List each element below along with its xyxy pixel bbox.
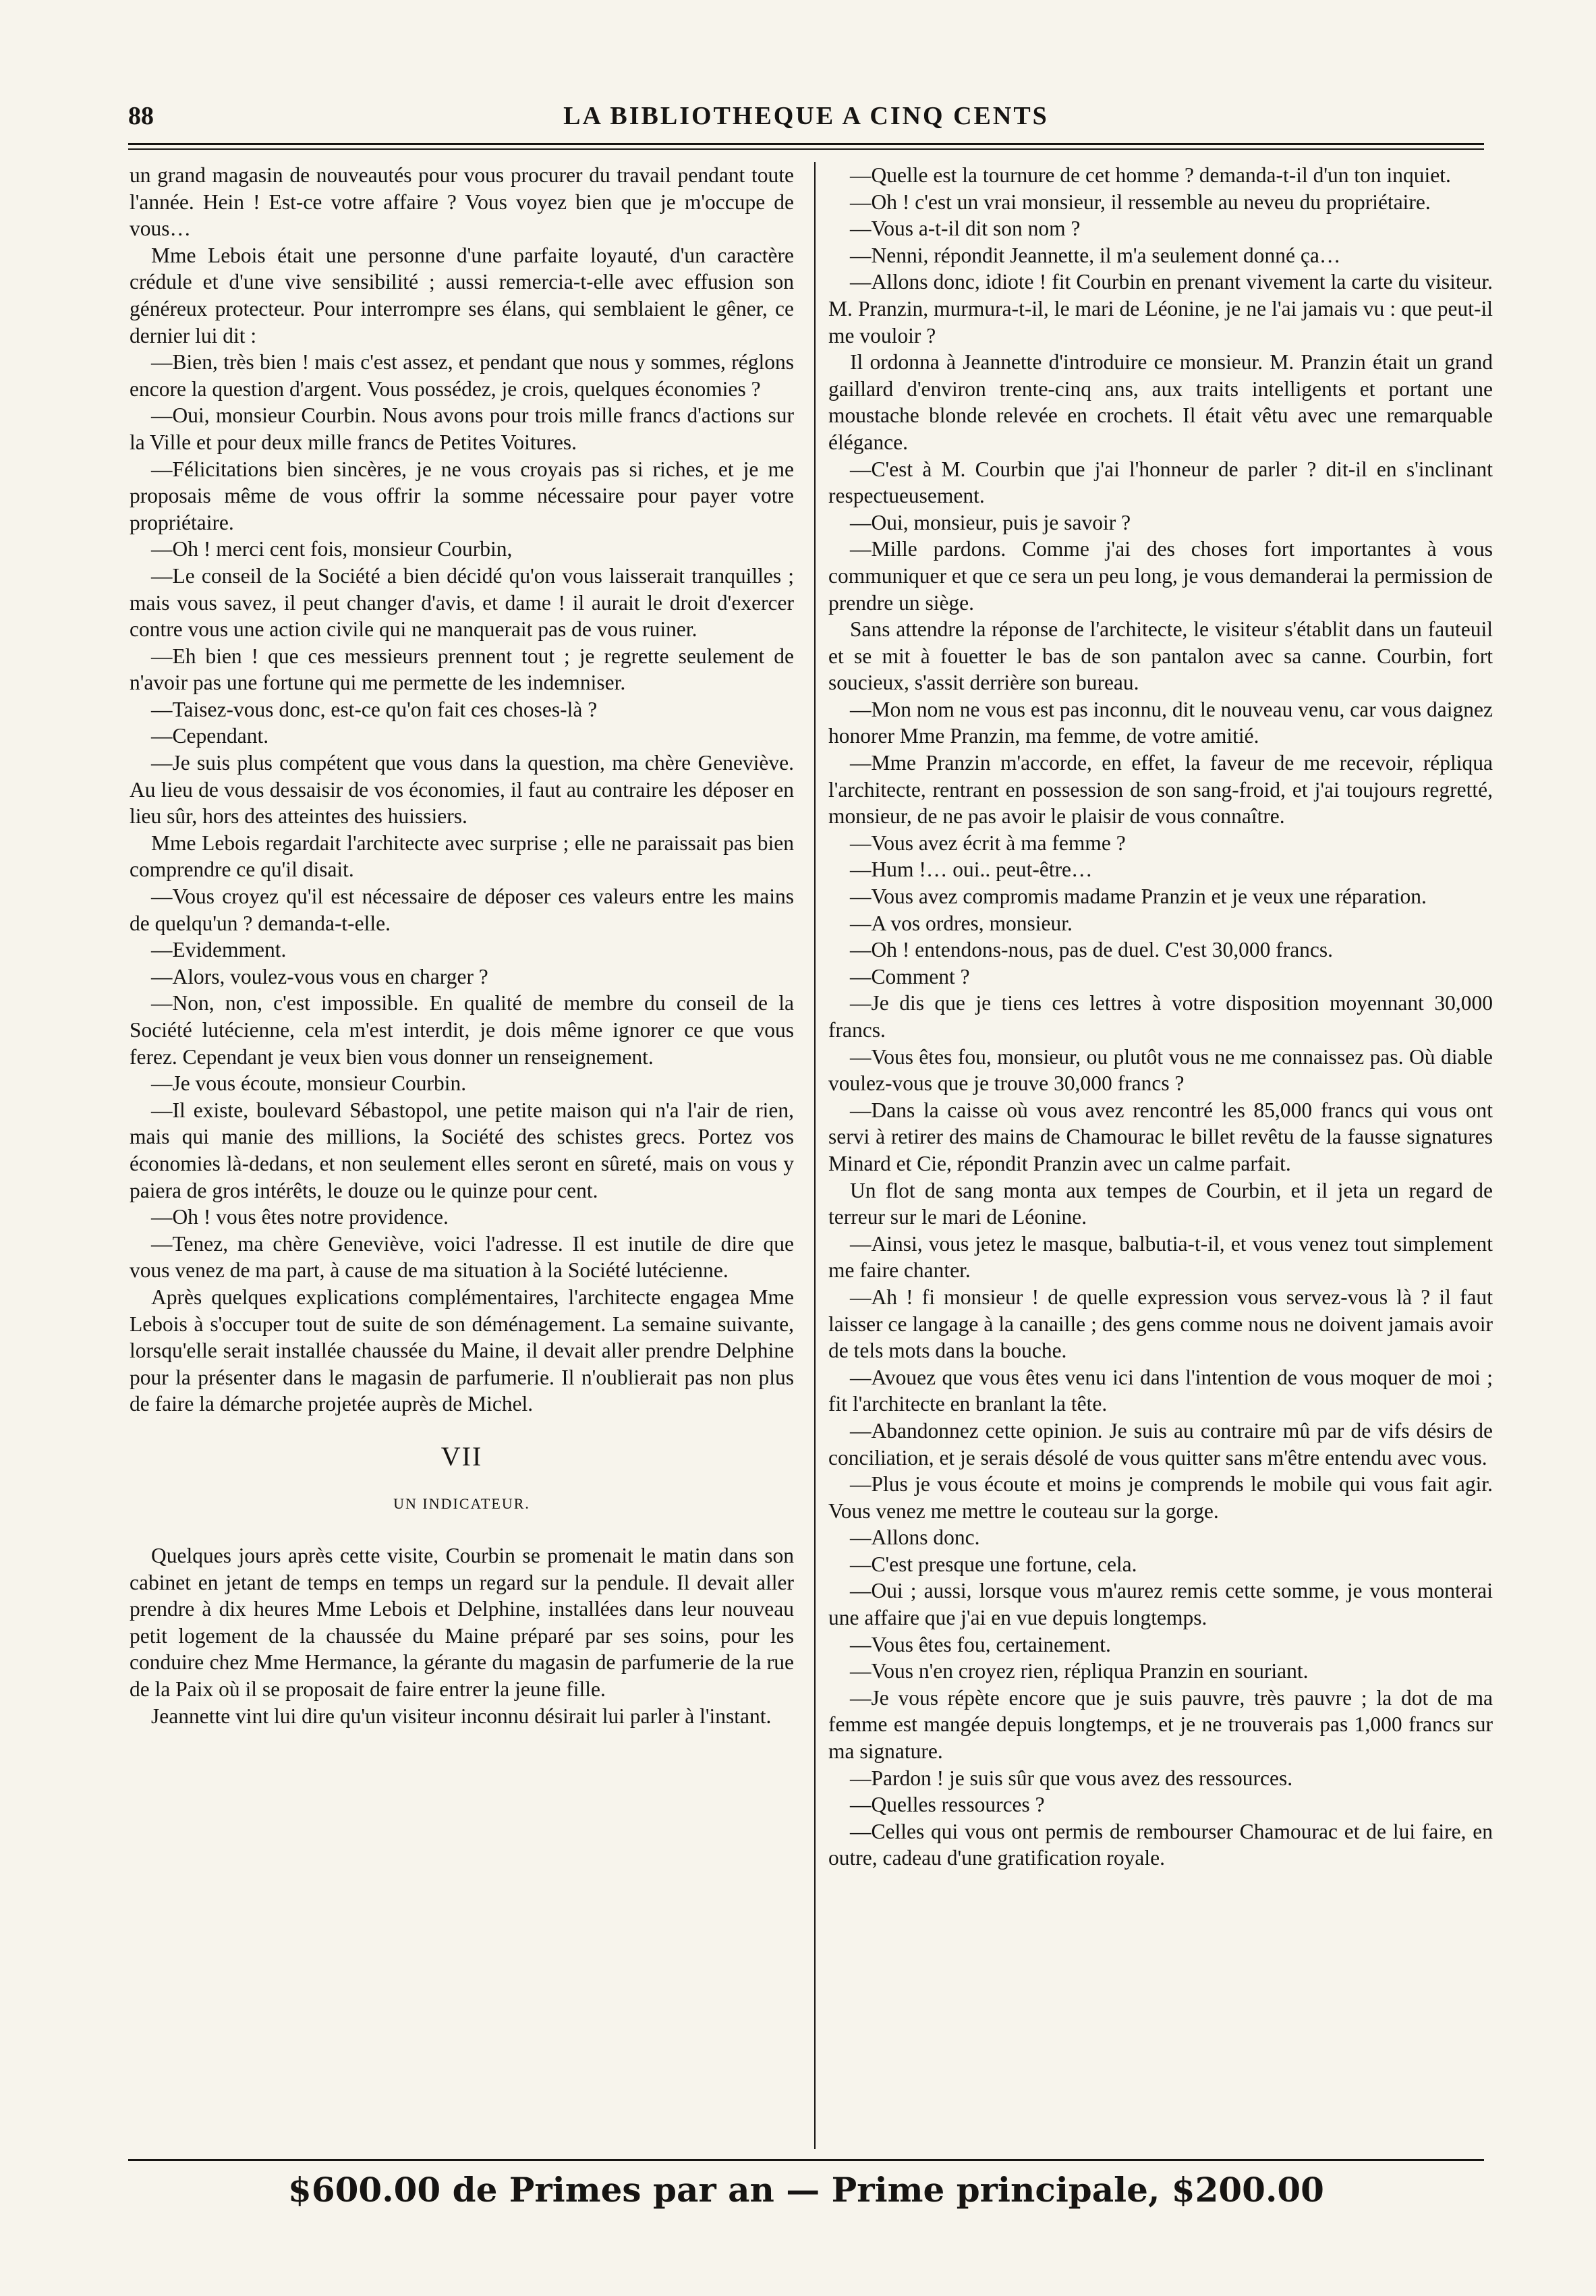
column-divider bbox=[814, 162, 816, 2149]
footer-rule bbox=[128, 2159, 1484, 2161]
paragraph: —Dans la caisse où vous avez rencontré les 85,000 francs qui vous ont servi à retirer des mains de Chamourac le billet revêtu de la fausse signatures Minard et Cie, répondit Pranzin avec un calme parfait. bbox=[828, 1098, 1493, 1175]
running-title: LA BIBLIOTHEQUE A CINQ CENTS bbox=[563, 102, 1049, 130]
footer-banner: $600.00 de Primes par an — Prime principale, $200.00 bbox=[288, 2170, 1324, 2210]
left-column-text-before-chapter bbox=[130, 162, 794, 1418]
paragraph: —Nenni, répondit Jeannette, il m'a seulement donné ça… bbox=[850, 243, 1341, 267]
paragraph: —Avouez que vous êtes venu ici dans l'intention de vous moquer de moi ; fit l'architecte en branlant la tête. bbox=[828, 1365, 1493, 1416]
paragraph: —Vous avez écrit à ma femme ? bbox=[850, 831, 1126, 855]
paragraph: Sans attendre la réponse de l'architecte, le visiteur s'établit dans un fauteuil et se mit à fouetter le bas de son pantalon avec sa canne. Courbin, fort soucieux, s'assit derrière son bureau. bbox=[828, 617, 1493, 695]
paragraph: —Taisez-vous donc, est-ce qu'on fait ces choses-là ? bbox=[151, 697, 598, 721]
chapter-number: VII bbox=[440, 1440, 483, 1472]
paragraph: —Je suis plus compétent que vous dans la question, ma chère Geneviève. Au lieu de vous dessaisir de vos économies, il faut au contraire les déposer en lieu sûr, hors des atteintes des huissiers. bbox=[130, 751, 794, 829]
paragraph: —Oui, monsieur, puis je savoir ? bbox=[850, 510, 1131, 534]
paragraph: —Je dis que je tiens ces lettres à votre disposition moyennant 30,000 francs. bbox=[828, 991, 1493, 1042]
paragraph: —Non, non, c'est impossible. En qualité de membre du conseil de la Société lutécienne, cela m'est interdit, je dois même ignorer ce que vous ferez. Cependant je veux bien vous donner un renseignement. bbox=[130, 991, 794, 1069]
paragraph: —Je vous écoute, monsieur Courbin. bbox=[151, 1071, 467, 1096]
paragraph: —Allons donc. bbox=[850, 1525, 980, 1550]
paragraph: —Quelle est la tournure de cet homme ? demanda-t-il d'un ton inquiet. bbox=[850, 163, 1451, 187]
paragraph: —Tenez, ma chère Geneviève, voici l'adresse. Il est inutile de dire que vous venez de ma part, à cause de ma situation à la Société lutécienne. bbox=[130, 1231, 794, 1283]
paragraph: —Le conseil de la Société a bien décidé qu'on vous laisserait tranquilles ; mais vous savez, il peut changer d'avis, et dame ! il aurait le droit d'exercer contre vous une action civile qui ne manquerait pas de vous ruiner. bbox=[130, 563, 794, 642]
right-column-text bbox=[828, 162, 1493, 1872]
paragraph: —Félicitations bien sincères, je ne vous croyais pas si riches, et je me proposais même de vous offrir la somme nécessaire pour payer votre propriétaire. bbox=[130, 457, 794, 534]
paragraph: —Abandonnez cette opinion. Je suis au contraire mû par de vifs désirs de conciliation, et je serais désolé de vous quitter sans m'être entendu avec vous. bbox=[828, 1418, 1493, 1469]
paragraph: Un flot de sang monta aux tempes de Courbin, et il jeta un regard de terreur sur le mari de Léonine. bbox=[828, 1178, 1493, 1229]
paragraph: —A vos ordres, monsieur. bbox=[850, 911, 1073, 935]
paragraph: un grand magasin de nouveautés pour vous procurer du travail pendant toute l'année. Hein ! Est-ce votre affaire ? Vous voyez bien que je m'occupe de vous… bbox=[130, 163, 794, 241]
paragraph: —Je vous répète encore que je suis pauvre, très pauvre ; la dot de ma femme est mangée depuis longtemps, et je ne trouverais pas 1,000 francs sur ma signature. bbox=[828, 1685, 1493, 1764]
paragraph: Jeannette vint lui dire qu'un visiteur inconnu désirait lui parler à l'instant. bbox=[151, 1704, 772, 1728]
page-header bbox=[128, 101, 1484, 142]
paragraph: —Vous n'en croyez rien, répliqua Pranzin en souriant. bbox=[850, 1659, 1309, 1683]
left-column bbox=[130, 162, 794, 1729]
paragraph: —Evidemment. bbox=[151, 938, 287, 962]
right-column bbox=[828, 162, 1493, 1872]
paragraph: —Hum !… oui.. peut-être… bbox=[850, 858, 1093, 882]
paragraph: —Vous a-t-il dit son nom ? bbox=[850, 217, 1081, 241]
paragraph: Quelques jours après cette visite, Courbin se promenait le matin dans son cabinet en jetant de temps en temps un regard sur la pendule. Il devait aller prendre à dix heures Mme Lebois et Delphine, installées dans leur nouveau petit logement de la chaussée du Maine préparé par ses soins, pour les conduire chez Mme Hermance, la gérante du magasin de parfumerie de la rue de la Paix où il se proposait de faire entrer la jeune fille. bbox=[130, 1544, 794, 1702]
left-column-text-after-chapter bbox=[130, 1542, 794, 1729]
chapter-title: UN INDICATEUR. bbox=[393, 1494, 530, 1512]
paragraph: —Oui, monsieur Courbin. Nous avons pour trois mille francs d'actions sur la Ville et pour deux mille francs de Petites Voitures. bbox=[130, 403, 794, 454]
paragraph: Mme Lebois était une personne d'une parfaite loyauté, d'un caractère crédule et d'une vive sensibilité ; aussi remercia-t-elle avec effusion son généreux protecteur. Pour interrompre ses élans, qui semblaient le gêner, ce dernier lui dit : bbox=[130, 243, 794, 347]
paragraph: —C'est presque une fortune, cela. bbox=[850, 1552, 1137, 1576]
paragraph: —Mme Pranzin m'accorde, en effet, la faveur de me recevoir, répliqua l'architecte, rentrant en possession de son sang-froid, et j'ai toujours regretté, monsieur, de ne pas avoir le plaisir de vous connaître. bbox=[828, 751, 1493, 829]
paragraph: —Oh ! vous êtes notre providence. bbox=[151, 1205, 449, 1229]
paragraph: —Ainsi, vous jetez le masque, balbutia-t-il, et vous venez tout simplement me faire chanter. bbox=[828, 1231, 1493, 1283]
paragraph: —Ah ! fi monsieur ! de quelle expression vous servez-vous là ? il faut laisser ce langage à la canaille ; des gens comme nous ne doivent jamais avoir de tels mots dans la bouche. bbox=[828, 1285, 1493, 1363]
paragraph: —Mille pardons. Comme j'ai des choses fort importantes à vous communiquer et que ce sera un peu long, je vous demanderai la permission de prendre un siège. bbox=[828, 537, 1493, 615]
paragraph: Il ordonna à Jeannette d'introduire ce monsieur. M. Pranzin était un grand gaillard d'environ trente-cinq ans, aux traits intelligents et portant une moustache blonde relevée en crochets. Il était vêtu avec une remarquable élégance. bbox=[828, 350, 1493, 454]
paragraph: —Mon nom ne vous est pas inconnu, dit le nouveau venu, car vous daignez honorer Mme Pranzin, ma femme, de votre amitié. bbox=[828, 697, 1493, 748]
paragraph: —Oui ; aussi, lorsque vous m'aurez remis cette somme, je vous monterai une affaire que j'ai en vue depuis longtemps. bbox=[828, 1579, 1493, 1630]
paragraph: —Plus je vous écoute et moins je comprends le mobile qui vous fait agir. Vous venez me mettre le couteau sur la gorge. bbox=[828, 1472, 1493, 1523]
paragraph: —Oh ! c'est un vrai monsieur, il ressemble au neveu du propriétaire. bbox=[850, 190, 1431, 214]
paragraph: —Oh ! merci cent fois, monsieur Courbin, bbox=[151, 537, 513, 561]
paragraph: —Vous êtes fou, certainement. bbox=[850, 1632, 1111, 1656]
paragraph: Mme Lebois regardait l'architecte avec surprise ; elle ne paraissait pas bien comprendre ce qu'il disait. bbox=[130, 831, 794, 882]
paragraph: —Alors, voulez-vous vous en charger ? bbox=[151, 964, 488, 988]
header-rule-secondary bbox=[128, 148, 1484, 150]
paragraph: —Allons donc, idiote ! fit Courbin en prenant vivement la carte du visiteur. M. Pranzin, murmura-t-il, le mari de Léonine, je ne l'ai jamais vu : que peut-il me vouloir ? bbox=[828, 270, 1493, 347]
paragraph: —Vous êtes fou, monsieur, ou plutôt vous ne me connaissez pas. Où diable voulez-vous que je trouve 30,000 francs ? bbox=[828, 1044, 1493, 1096]
paragraph: —Quelles ressources ? bbox=[850, 1793, 1045, 1817]
paragraph: —C'est à M. Courbin que j'ai l'honneur de parler ? dit-il en s'inclinant respectueusement. bbox=[828, 457, 1493, 508]
paragraph: —Cependant. bbox=[151, 724, 269, 748]
paragraph: Après quelques explications complémentaires, l'architecte engagea Mme Lebois à s'occuper tout de suite de son déménagement. La semaine suivante, lorsqu'elle serait installée chaussée du Maine, il devait aller prendre Delphine pour la présenter dans le magasin de parfumerie. Il n'oublierait pas non plus de faire la démarche projetée auprès de Michel. bbox=[130, 1285, 794, 1416]
paragraph: —Pardon ! je suis sûr que vous avez des ressources. bbox=[850, 1766, 1293, 1790]
paragraph: —Celles qui vous ont permis de rembourser Chamourac et de lui faire, en outre, cadeau d'une gratification royale. bbox=[828, 1819, 1493, 1870]
paragraph: —Oh ! entendons-nous, pas de duel. C'est 30,000 francs. bbox=[850, 938, 1334, 962]
header-rule bbox=[128, 143, 1484, 145]
paragraph: —Vous croyez qu'il est nécessaire de déposer ces valeurs entre les mains de quelqu'un ? demanda-t-elle. bbox=[130, 885, 794, 935]
paragraph: —Comment ? bbox=[850, 964, 970, 988]
paragraph: —Eh bien ! que ces messieurs prennent tout ; je regrette seulement de n'avoir pas une fortune qui me permette de les indemniser. bbox=[130, 644, 794, 695]
paragraph: —Vous avez compromis madame Pranzin et je veux une réparation. bbox=[850, 885, 1427, 909]
paragraph: —Il existe, boulevard Sébastopol, une petite maison qui n'a l'air de rien, mais qui manie des millions, la Société des schistes grecs. Portez vos économies là-dedans, et non seulement elles seront en sûreté, mais on vous y paiera de gros intérêts, le douze ou le quinze pour cent. bbox=[130, 1098, 794, 1202]
paragraph: —Bien, très bien ! mais c'est assez, et pendant que nous y sommes, réglons encore la question d'argent. Vous possédez, je crois, quelques économies ? bbox=[130, 350, 794, 401]
page-number: 88 bbox=[128, 102, 154, 130]
